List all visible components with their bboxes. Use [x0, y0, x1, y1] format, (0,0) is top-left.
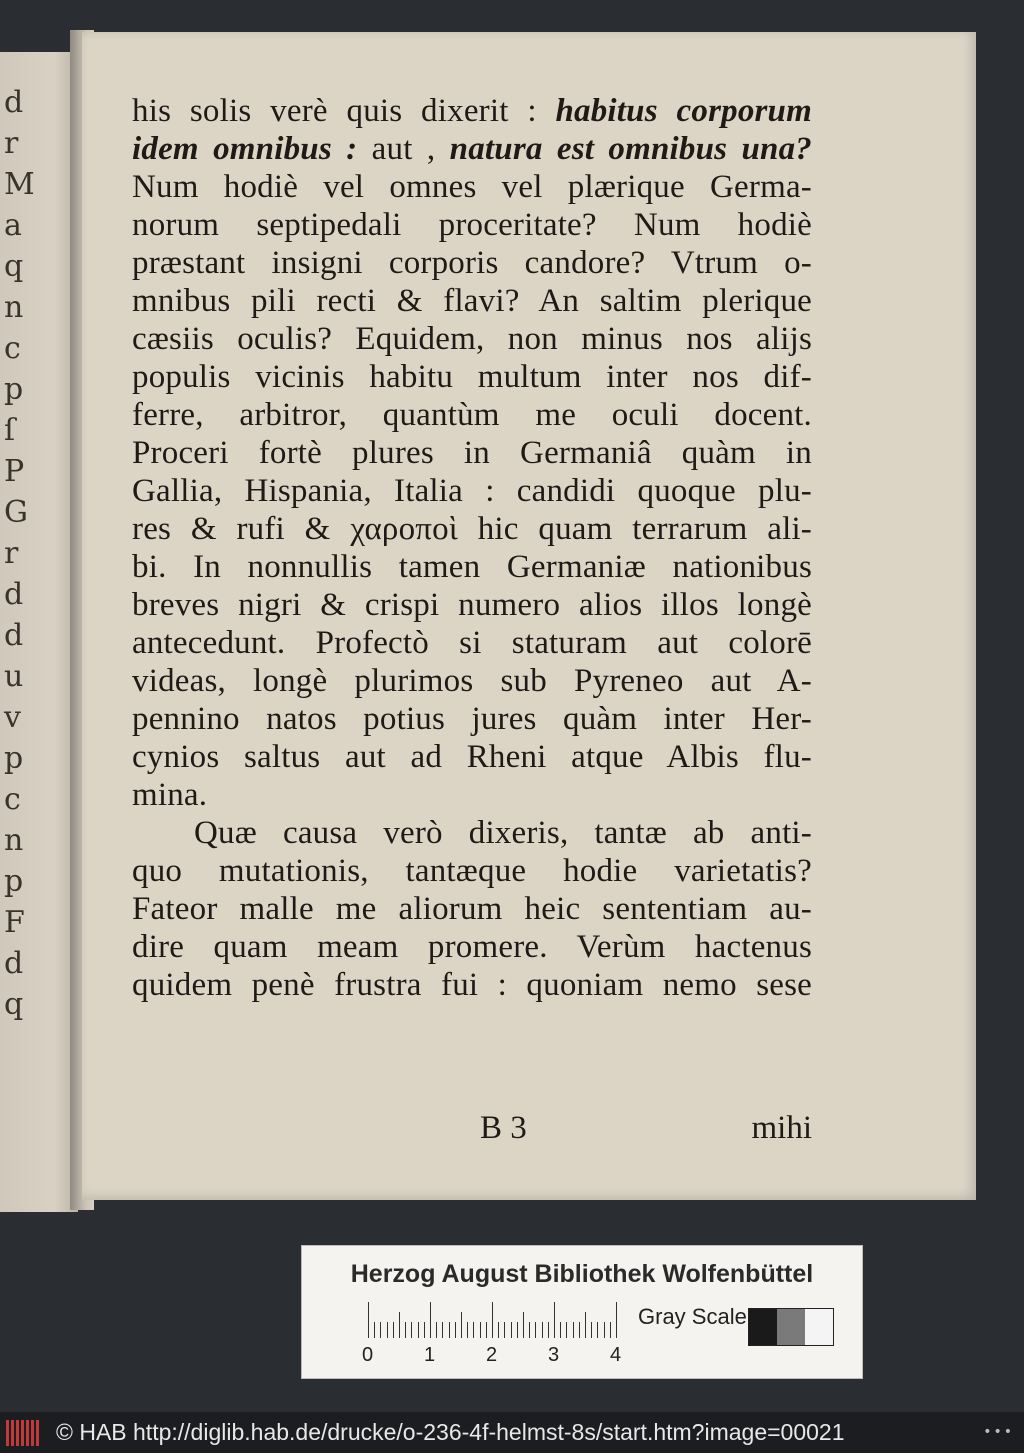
ruler-tick: [393, 1322, 394, 1338]
library-title: Herzog August Bibliothek Wolfenbüttel: [350, 1260, 814, 1288]
page-text: [132, 92, 812, 1004]
previous-page-glyph: v: [4, 700, 21, 735]
ruler-tick: [511, 1322, 512, 1338]
ruler-tick: [504, 1322, 505, 1338]
gray-swatch: [749, 1309, 777, 1345]
ruler-tick: [380, 1322, 381, 1338]
text-line: Num hodiè vel omnes vel plærique Germa-: [132, 169, 812, 205]
ruler-tick: [542, 1322, 543, 1338]
ruler-tick: [368, 1302, 369, 1338]
ruler-tick: [573, 1322, 574, 1338]
previous-page-glyph: G: [4, 495, 28, 530]
ruler-tick: [579, 1322, 580, 1338]
ruler-tick: [529, 1322, 530, 1338]
previous-page-glyph: d: [4, 618, 24, 653]
text-line: quo mutationis, tantæque hodie varietatis?: [132, 853, 812, 889]
text-line: breves nigri & crispi numero alios illos longè: [132, 587, 812, 623]
previous-page-glyph: r: [4, 536, 19, 571]
text-line: [132, 92, 812, 130]
ruler-tick: [604, 1322, 605, 1338]
ruler-tick: [566, 1322, 567, 1338]
previous-page-glyph: n: [4, 823, 24, 858]
ruler-tick: [387, 1322, 388, 1338]
ruler-tick: [498, 1322, 499, 1338]
previous-page-glyph: c: [4, 331, 21, 366]
ruler-tick: [467, 1322, 468, 1338]
text-line: Quæ causa verò dixeris, tantæ ab anti-: [194, 815, 812, 851]
previous-page-glyph: r: [4, 126, 19, 161]
book-page: [82, 32, 976, 1200]
signature-mark: B 3: [480, 1110, 527, 1146]
ruler-tick: [535, 1322, 536, 1338]
gray-scale-swatches: [748, 1308, 834, 1346]
previous-page-edge: [0, 52, 78, 1212]
text-line: populis vicinis habitu multum inter nos dif-: [132, 359, 812, 395]
ruler-tick: [486, 1322, 487, 1338]
previous-page-glyph: d: [4, 577, 24, 612]
previous-page-glyph: n: [4, 290, 24, 325]
previous-page-glyph: q: [4, 987, 24, 1022]
barcode-icon: [6, 1420, 42, 1446]
ruler-tick: [399, 1312, 400, 1338]
text-line: Proceri fortè plures in Germaniâ quàm in: [132, 435, 812, 471]
previous-page-glyph: F: [4, 905, 25, 940]
scale-number: 1: [424, 1344, 436, 1366]
text-segment: his solis verè quis dixerit :: [132, 93, 556, 129]
ruler-tick: [411, 1322, 412, 1338]
ruler-tick: [430, 1302, 431, 1338]
previous-page-glyph: a: [4, 208, 22, 243]
previous-page-glyph: d: [4, 946, 24, 981]
ruler-scale: [368, 1302, 624, 1338]
ruler-tick: [616, 1302, 617, 1338]
page-footer: [132, 1110, 812, 1150]
ruler-tick: [480, 1322, 481, 1338]
ruler-tick: [455, 1322, 456, 1338]
italic-segment: natura est omnibus una?: [449, 131, 813, 167]
text-line: ferre, arbitror, quantùm me oculi docent.: [132, 397, 812, 433]
text-line: mnibus pili recti & flavi? An saltim plerique: [132, 283, 812, 319]
text-line: dire quam meam promere. Verùm hactenus: [132, 929, 812, 965]
scale-number: 0: [362, 1344, 374, 1366]
scale-number: 2: [486, 1344, 498, 1366]
ruler-tick: [517, 1322, 518, 1338]
text-line: res & rufi & χαροποὶ hic quam terrarum ali-: [132, 511, 812, 547]
previous-page-glyph: c: [4, 782, 21, 817]
ruler-tick: [560, 1322, 561, 1338]
ruler-tick: [461, 1312, 462, 1338]
text-line: quidem penè frustra fui : quoniam nemo sese: [132, 967, 812, 1003]
bleed-through-shadow: [212, 870, 772, 896]
ruler-tick: [442, 1322, 443, 1338]
text-line: cynios saltus aut ad Rheni atque Albis flu-: [132, 739, 812, 775]
ruler-tick: [492, 1302, 493, 1338]
italic-segment: idem omnibus :: [132, 131, 372, 167]
ruler-tick: [405, 1322, 406, 1338]
text-line: cæsiis oculis? Equidem, non minus nos alijs: [132, 321, 812, 357]
text-line: videas, longè plurimos sub Pyreneo aut A-: [132, 663, 812, 699]
previous-page-glyph: p: [4, 864, 24, 899]
ruler-tick: [591, 1322, 592, 1338]
gray-scale-label: Gray Scale: [638, 1304, 747, 1329]
ruler-tick: [523, 1312, 524, 1338]
ruler-tick: [548, 1322, 549, 1338]
text-segment: aut ,: [371, 131, 450, 167]
gray-swatch: [777, 1309, 805, 1345]
text-line: norum septipedali proceritate? Num hodiè: [132, 207, 812, 243]
previous-page-glyph: M: [4, 167, 35, 202]
text-line: Fateor malle me aliorum heic sententiam au-: [132, 891, 812, 927]
previous-page-glyph: d: [4, 85, 24, 120]
text-line: Gallia, Hispania, Italia : candidi quoque plu-: [132, 473, 812, 509]
ruler-tick: [473, 1322, 474, 1338]
gray-swatch: [805, 1309, 833, 1345]
previous-page-glyph: ſ: [4, 413, 16, 448]
text-line: antecedunt. Profectò si staturam aut colorē: [132, 625, 812, 661]
status-bar: [0, 1412, 1024, 1453]
text-line: præstant insigni corporis candore? Vtrum o-: [132, 245, 812, 281]
text-line: bi. In nonnullis tamen Germaniæ nationibus: [132, 549, 812, 585]
previous-page-glyph: u: [4, 659, 24, 694]
ruler-tick: [449, 1322, 450, 1338]
italic-segment: habitus corporum: [555, 93, 812, 129]
scale-number: 3: [548, 1344, 560, 1366]
text-line: pennino natos potius jures quàm inter Her-: [132, 701, 812, 737]
ruler-tick: [554, 1302, 555, 1338]
ruler-tick: [610, 1322, 611, 1338]
ruler-tick: [585, 1312, 586, 1338]
color-calibration-card: [302, 1246, 862, 1378]
scale-number: 4: [610, 1344, 622, 1366]
text-line: [132, 130, 812, 168]
ruler-tick: [597, 1322, 598, 1338]
previous-page-glyph: q: [4, 249, 24, 284]
ruler-tick: [418, 1322, 419, 1338]
previous-page-glyph: p: [4, 372, 24, 407]
ruler-tick: [424, 1322, 425, 1338]
more-icon[interactable]: •••: [983, 1424, 1014, 1440]
catchword: mihi: [751, 1110, 812, 1146]
previous-page-glyph: p: [4, 741, 24, 776]
copyright-url[interactable]: © HAB http://diglib.hab.de/drucke/o-236-4f-helmst-8s/start.htm?image=00021: [56, 1419, 845, 1445]
ruler-tick: [436, 1322, 437, 1338]
previous-page-glyph: P: [4, 454, 25, 489]
ruler-tick: [374, 1322, 375, 1338]
text-line: mina.: [132, 777, 208, 813]
